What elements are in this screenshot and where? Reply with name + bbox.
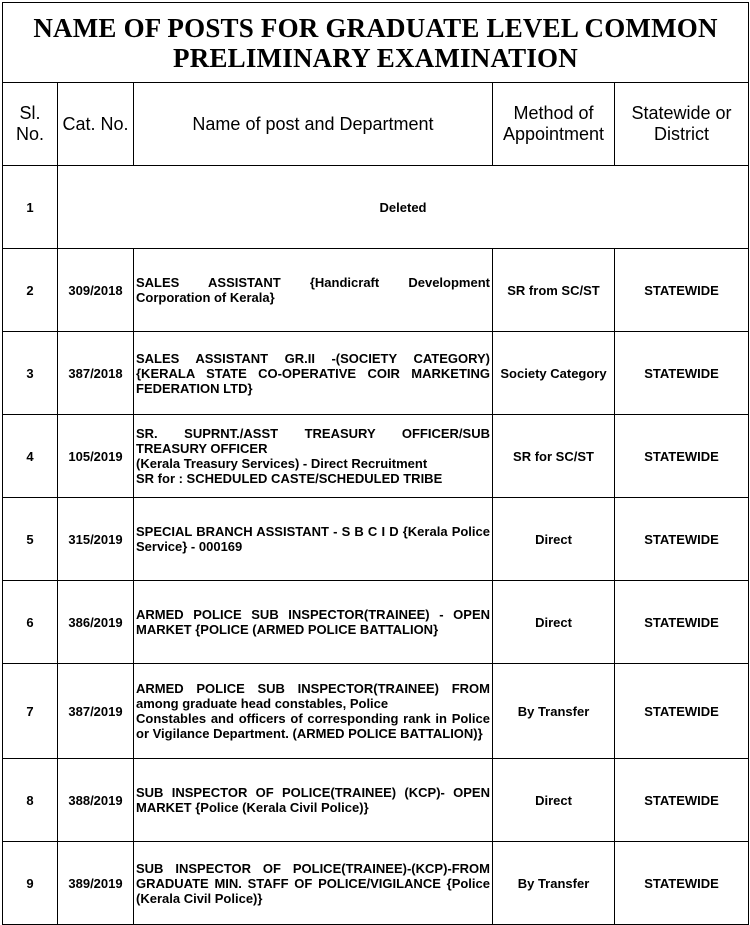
- post-cell: [134, 759, 493, 842]
- method-cell: SR for SC/ST: [493, 415, 615, 498]
- cat-no-cell: 315/2019: [58, 498, 134, 581]
- sl-no-cell: 5: [3, 498, 58, 581]
- method-cell: Direct: [493, 498, 615, 581]
- cat-no-cell: 387/2018: [58, 332, 134, 415]
- post-text-line: SALES ASSISTANT {Handicraft Development Corporation of Kerala}: [136, 275, 490, 305]
- scope-cell: STATEWIDE: [615, 249, 749, 332]
- deleted-cell: Deleted: [58, 166, 749, 249]
- method-cell: Society Category: [493, 332, 615, 415]
- method-cell: By Transfer: [493, 842, 615, 925]
- sl-no-cell: 7: [3, 664, 58, 759]
- method-cell: Direct: [493, 581, 615, 664]
- cat-no-cell: 309/2018: [58, 249, 134, 332]
- table-row: [3, 759, 749, 842]
- method-cell: SR from SC/ST: [493, 249, 615, 332]
- cat-no-cell: 389/2019: [58, 842, 134, 925]
- sl-no-cell: 6: [3, 581, 58, 664]
- post-text-line: Constables and officers of corresponding rank in Police or Vigilance Department. (ARMED POLICE BATTALION)}: [136, 711, 490, 741]
- title-line-1: NAME OF POSTS FOR GRADUATE LEVEL COMMON: [33, 12, 718, 43]
- cat-no-cell: 387/2019: [58, 664, 134, 759]
- scope-cell: STATEWIDE: [615, 415, 749, 498]
- post-text-line: SALES ASSISTANT GR.II -(SOCIETY CATEGORY) {KERALA STATE CO-OPERATIVE COIR MARKETING FEDERATION LTD}: [136, 350, 490, 396]
- table-row: [3, 664, 749, 759]
- sl-no-cell: 1: [3, 166, 58, 249]
- sl-no-cell: 2: [3, 249, 58, 332]
- post-text-line: (Kerala Treasury Services) - Direct Recruitment: [136, 456, 428, 471]
- method-cell: By Transfer: [493, 664, 615, 759]
- post-cell: [134, 249, 493, 332]
- table-row: [3, 166, 749, 249]
- header-cat-no: Cat. No.: [58, 83, 134, 166]
- scope-cell: STATEWIDE: [615, 664, 749, 759]
- table-row: [3, 415, 749, 498]
- cat-no-cell: 105/2019: [58, 415, 134, 498]
- document-title: [3, 3, 749, 83]
- post-cell: [134, 332, 493, 415]
- cat-no-cell: 388/2019: [58, 759, 134, 842]
- post-text-line: SUB INSPECTOR OF POLICE(TRAINEE) (KCP)- OPEN MARKET {Police (Kerala Civil Police)}: [136, 785, 490, 815]
- cat-no-cell: 386/2019: [58, 581, 134, 664]
- header-row: [3, 83, 749, 166]
- sl-no-cell: 3: [3, 332, 58, 415]
- post-text-line: SUB INSPECTOR OF POLICE(TRAINEE)-(KCP)-FROM GRADUATE MIN. STAFF OF POLICE/VIGILANCE {Police (Kerala Civil Police)}: [136, 860, 490, 906]
- post-text-line: SPECIAL BRANCH ASSISTANT - S B C I D {Kerala Police Service} - 000169: [136, 524, 490, 554]
- scope-cell: STATEWIDE: [615, 759, 749, 842]
- sl-no-cell: 4: [3, 415, 58, 498]
- sl-no-cell: 9: [3, 842, 58, 925]
- title-line-2: PRELIMINARY EXAMINATION: [173, 42, 578, 73]
- sl-no-cell: 8: [3, 759, 58, 842]
- method-cell: Direct: [493, 759, 615, 842]
- post-cell: [134, 415, 493, 498]
- header-post: Name of post and Department: [134, 83, 493, 166]
- table-row: [3, 842, 749, 925]
- table-row: [3, 581, 749, 664]
- post-cell: [134, 498, 493, 581]
- post-cell: [134, 664, 493, 759]
- scope-cell: STATEWIDE: [615, 498, 749, 581]
- table-row: [3, 249, 749, 332]
- post-text-line: SR. SUPRNT./ASST TREASURY OFFICER/SUB TREASURY OFFICER: [136, 426, 490, 456]
- table-body: [3, 166, 749, 925]
- header-method: Method of Appointment: [493, 83, 615, 166]
- post-cell: [134, 842, 493, 925]
- table-row: [3, 332, 749, 415]
- scope-cell: STATEWIDE: [615, 332, 749, 415]
- table-row: [3, 498, 749, 581]
- posts-table: [2, 2, 749, 925]
- header-scope: Statewide or District: [615, 83, 749, 166]
- scope-cell: STATEWIDE: [615, 842, 749, 925]
- scope-cell: STATEWIDE: [615, 581, 749, 664]
- post-cell: [134, 581, 493, 664]
- post-text-line: ARMED POLICE SUB INSPECTOR(TRAINEE) FROM among graduate head constables, Police: [136, 681, 490, 711]
- post-text-line: ARMED POLICE SUB INSPECTOR(TRAINEE) - OPEN MARKET {POLICE (ARMED POLICE BATTALION}: [136, 607, 490, 637]
- header-sl-no: Sl. No.: [3, 83, 58, 166]
- post-text-line: SR for : SCHEDULED CASTE/SCHEDULED TRIBE: [136, 471, 443, 486]
